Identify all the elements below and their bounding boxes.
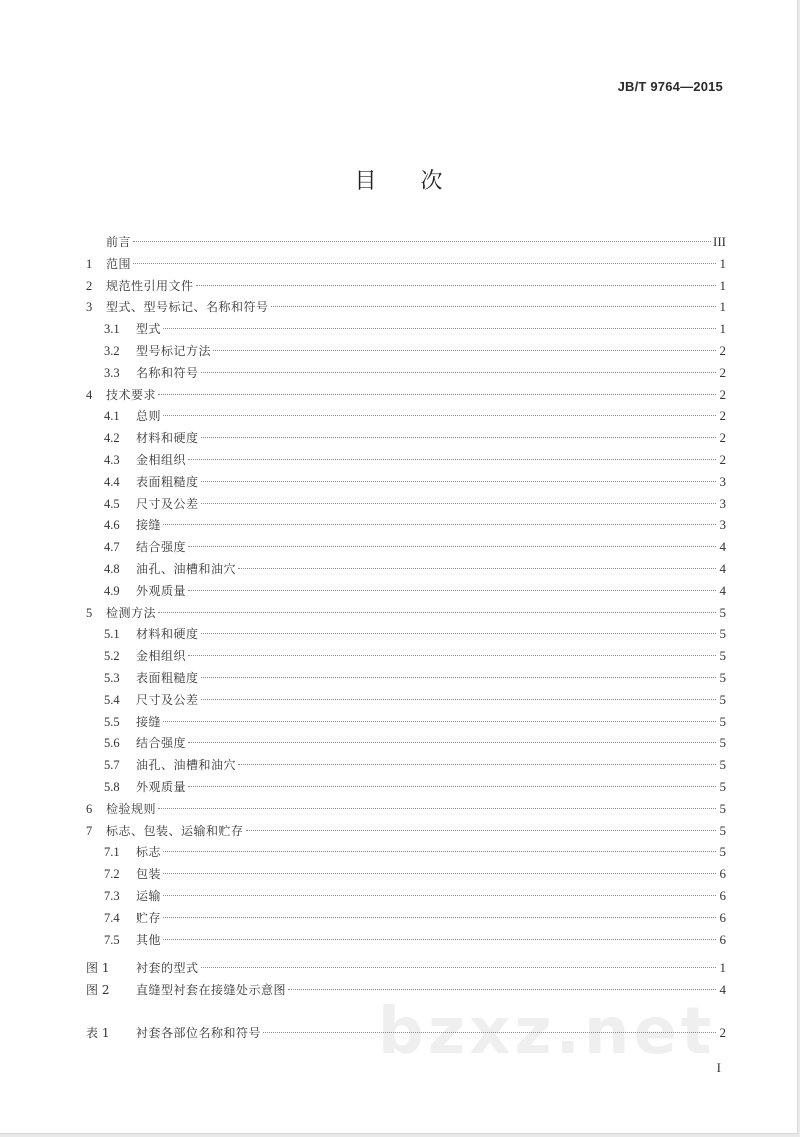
entry-page-number: 5	[719, 669, 726, 685]
entry-number: 3	[86, 300, 93, 315]
entry-page-number: 5	[719, 800, 726, 816]
entry-number: 4.5	[104, 496, 120, 511]
entry-number: 7	[86, 823, 93, 838]
dot-leader	[201, 503, 716, 504]
figure-entry[interactable]	[86, 957, 726, 979]
dot-leader	[163, 895, 716, 896]
entry-number: 4.8	[104, 561, 120, 576]
entry-number: 3.3	[104, 365, 120, 380]
entry-page-number: 4	[719, 560, 726, 576]
entry-title: 型式	[136, 322, 162, 337]
title-char-1: 目	[354, 169, 377, 194]
toc-entry[interactable]	[86, 863, 726, 885]
dot-leader	[133, 241, 711, 242]
dot-leader	[158, 612, 716, 613]
entry-number: 5.6	[104, 736, 120, 751]
toc-entry[interactable]	[86, 471, 726, 493]
dot-leader	[163, 939, 716, 940]
entry-number: 5.7	[104, 758, 120, 773]
toc-entry[interactable]	[86, 820, 726, 842]
toc-entry[interactable]	[86, 318, 726, 340]
page-title	[0, 164, 797, 195]
toc-entry[interactable]	[86, 427, 726, 449]
entry-page-number: 1	[719, 277, 726, 293]
dot-leader	[163, 524, 716, 525]
toc-entry[interactable]	[86, 667, 726, 689]
toc-entry[interactable]	[86, 689, 726, 711]
figure-entry[interactable]	[86, 979, 726, 1001]
entry-page-number: 2	[719, 1025, 726, 1040]
entry-number: 7.1	[104, 845, 120, 860]
entry-page-number: 1	[719, 255, 726, 271]
entry-page-number: 5	[719, 691, 726, 707]
dot-leader	[238, 764, 716, 765]
entry-title: 衬套的型式	[136, 961, 199, 975]
entry-title: 表面粗糙度	[136, 670, 199, 685]
toc-entry[interactable]	[86, 776, 726, 798]
toc-entry[interactable]	[86, 558, 726, 580]
toc-entry[interactable]	[86, 711, 726, 733]
toc-entry[interactable]	[86, 449, 726, 471]
dot-leader	[201, 967, 716, 968]
table-entry[interactable]	[86, 1022, 726, 1044]
entry-page-number: 1	[719, 960, 726, 975]
dot-leader	[238, 568, 716, 569]
entry-page-number: 3	[719, 473, 726, 489]
entry-number: 3.1	[104, 322, 120, 337]
entry-title: 规范性引用文件	[106, 278, 194, 293]
entry-title: 尺寸及公差	[136, 692, 199, 707]
entry-title: 标志、包装、运输和贮存	[106, 823, 244, 838]
entry-number: 4.3	[104, 452, 120, 467]
title-char-2: 次	[420, 169, 443, 194]
entry-number: 5.2	[104, 649, 120, 664]
toc-entry[interactable]	[86, 231, 726, 253]
entry-title: 衬套各部位名称和符号	[136, 1026, 262, 1040]
watermark: bzxz.net	[378, 995, 716, 1069]
entry-title: 前言	[106, 235, 132, 249]
entry-number: 表 1	[86, 1026, 110, 1040]
toc-entry[interactable]	[86, 885, 726, 907]
entry-number: 5.3	[104, 670, 120, 685]
dot-leader	[288, 989, 716, 990]
dot-leader	[188, 655, 716, 656]
dot-leader	[201, 437, 716, 438]
entry-page-number: 2	[719, 386, 726, 402]
dot-leader	[188, 546, 716, 547]
dot-leader	[196, 285, 716, 286]
toc-entry[interactable]	[86, 340, 726, 362]
entry-number: 6	[86, 801, 93, 816]
entry-title: 范围	[106, 256, 132, 271]
entry-title: 总则	[136, 409, 162, 424]
entry-page-number: 5	[719, 604, 726, 620]
entry-page-number: 2	[719, 364, 726, 380]
dot-leader	[188, 742, 716, 743]
dot-leader	[163, 851, 716, 852]
page-number: I	[716, 1060, 721, 1075]
entry-page-number: 3	[719, 517, 726, 533]
entry-page-number: 2	[719, 430, 726, 446]
entry-page-number: 5	[719, 757, 726, 773]
entry-page-number: 1	[719, 321, 726, 337]
entry-title: 金相组织	[136, 452, 187, 467]
table-list	[86, 1022, 726, 1044]
toc-entry[interactable]	[86, 536, 726, 558]
entry-title: 材料和硬度	[136, 627, 199, 642]
dot-leader	[201, 699, 716, 700]
dot-leader	[201, 633, 716, 634]
toc-entry[interactable]	[86, 493, 726, 515]
entry-number: 图 1	[86, 961, 110, 975]
entry-title: 包装	[136, 867, 162, 882]
dot-leader	[201, 481, 716, 482]
entry-page-number: 5	[719, 626, 726, 642]
dot-leader	[201, 677, 716, 678]
toc-entry[interactable]	[86, 754, 726, 776]
entry-title: 名称和符号	[136, 365, 199, 380]
entry-title: 检验规则	[106, 801, 157, 816]
entry-number: 图 2	[86, 982, 110, 997]
toc-entry[interactable]	[86, 602, 726, 624]
toc-entry[interactable]	[86, 645, 726, 667]
entry-title: 油孔、油槽和油穴	[136, 561, 237, 576]
toc-entry[interactable]	[86, 907, 726, 929]
entry-number: 7.4	[104, 910, 120, 925]
entry-number: 3.2	[104, 343, 120, 358]
entry-number: 2	[86, 278, 93, 293]
entry-page-number: 6	[719, 887, 726, 903]
entry-page-number: 5	[719, 648, 726, 664]
toc-entry[interactable]	[86, 275, 726, 297]
dot-leader	[163, 415, 716, 416]
toc-entry[interactable]	[86, 929, 726, 951]
toc-entry[interactable]	[86, 580, 726, 602]
entry-page-number: 6	[719, 909, 726, 925]
entry-page-number: 5	[719, 822, 726, 838]
entry-page-number: 4	[719, 582, 726, 598]
entry-title: 运输	[136, 888, 162, 903]
entry-number: 4.1	[104, 409, 120, 424]
toc-entry[interactable]	[86, 623, 726, 645]
entry-title: 结合强度	[136, 736, 187, 751]
toc-entry[interactable]	[86, 798, 726, 820]
entry-title: 结合强度	[136, 540, 187, 555]
entry-number: 4.2	[104, 431, 120, 446]
entry-page-number: 5	[719, 735, 726, 751]
entry-number: 5.8	[104, 779, 120, 794]
entry-page-number: 4	[719, 539, 726, 555]
standard-code: JB/T 9764—2015	[617, 79, 723, 94]
entry-title: 检测方法	[106, 605, 157, 620]
entry-number: 7.2	[104, 867, 120, 882]
entry-number: 4.7	[104, 540, 120, 555]
entry-number: 4.6	[104, 518, 120, 533]
dot-leader	[188, 786, 716, 787]
entry-title: 技术要求	[106, 387, 157, 402]
toc-entry[interactable]	[86, 296, 726, 318]
entry-number: 7.5	[104, 932, 120, 947]
entry-title: 标志	[136, 845, 162, 860]
entry-title: 直缝型衬套在接缝处示意图	[136, 982, 287, 997]
entry-number: 5	[86, 605, 93, 620]
toc-entry[interactable]	[86, 732, 726, 754]
dot-leader	[163, 917, 716, 918]
entry-title: 其他	[136, 932, 162, 947]
entry-title: 外观质量	[136, 779, 187, 794]
table-of-contents	[86, 231, 726, 950]
entry-page-number: 2	[719, 408, 726, 424]
dot-leader	[263, 1032, 716, 1033]
entry-title: 外观质量	[136, 583, 187, 598]
entry-page-number: 2	[719, 342, 726, 358]
entry-page-number: 1	[719, 299, 726, 315]
entry-number: 5.4	[104, 692, 120, 707]
entry-title: 贮存	[136, 910, 162, 925]
dot-leader	[246, 830, 716, 831]
dot-leader	[271, 306, 716, 307]
dot-leader	[163, 328, 716, 329]
dot-leader	[188, 459, 716, 460]
figure-list	[86, 957, 726, 1001]
toc-entry[interactable]	[86, 253, 726, 275]
entry-title: 金相组织	[136, 649, 187, 664]
dot-leader	[133, 263, 716, 264]
entry-title: 型式、型号标记、名称和符号	[106, 300, 269, 315]
entry-page-number: 4	[719, 981, 726, 997]
entry-page-number: 6	[719, 931, 726, 947]
entry-title: 油孔、油槽和油穴	[136, 758, 237, 773]
entry-title: 接缝	[136, 714, 162, 729]
entry-page-number: 5	[719, 713, 726, 729]
dot-leader	[163, 721, 716, 722]
entry-number: 7.3	[104, 888, 120, 903]
entry-title: 尺寸及公差	[136, 496, 199, 511]
entry-page-number: III	[713, 234, 726, 249]
toc-entry[interactable]	[86, 841, 726, 863]
dot-leader	[188, 590, 716, 591]
toc-entry[interactable]	[86, 514, 726, 536]
entry-title: 材料和硬度	[136, 431, 199, 446]
entry-page-number: 5	[719, 844, 726, 860]
dot-leader	[158, 808, 716, 809]
dot-leader	[201, 372, 716, 373]
entry-page-number: 2	[719, 451, 726, 467]
entry-title: 表面粗糙度	[136, 474, 199, 489]
entry-number: 4	[86, 387, 93, 402]
entry-title: 接缝	[136, 518, 162, 533]
entry-number: 5.5	[104, 714, 120, 729]
entry-page-number: 6	[719, 866, 726, 882]
entry-page-number: 3	[719, 495, 726, 511]
toc-entry[interactable]	[86, 384, 726, 406]
toc-entry[interactable]	[86, 405, 726, 427]
entry-number: 4.9	[104, 583, 120, 598]
entry-page-number: 5	[719, 778, 726, 794]
entry-number: 1	[86, 256, 93, 271]
dot-leader	[158, 394, 716, 395]
entry-number: 4.4	[104, 474, 120, 489]
entry-number: 5.1	[104, 627, 120, 642]
dot-leader	[163, 873, 716, 874]
dot-leader	[213, 350, 716, 351]
toc-entry[interactable]	[86, 362, 726, 384]
entry-title: 型号标记方法	[136, 343, 212, 358]
